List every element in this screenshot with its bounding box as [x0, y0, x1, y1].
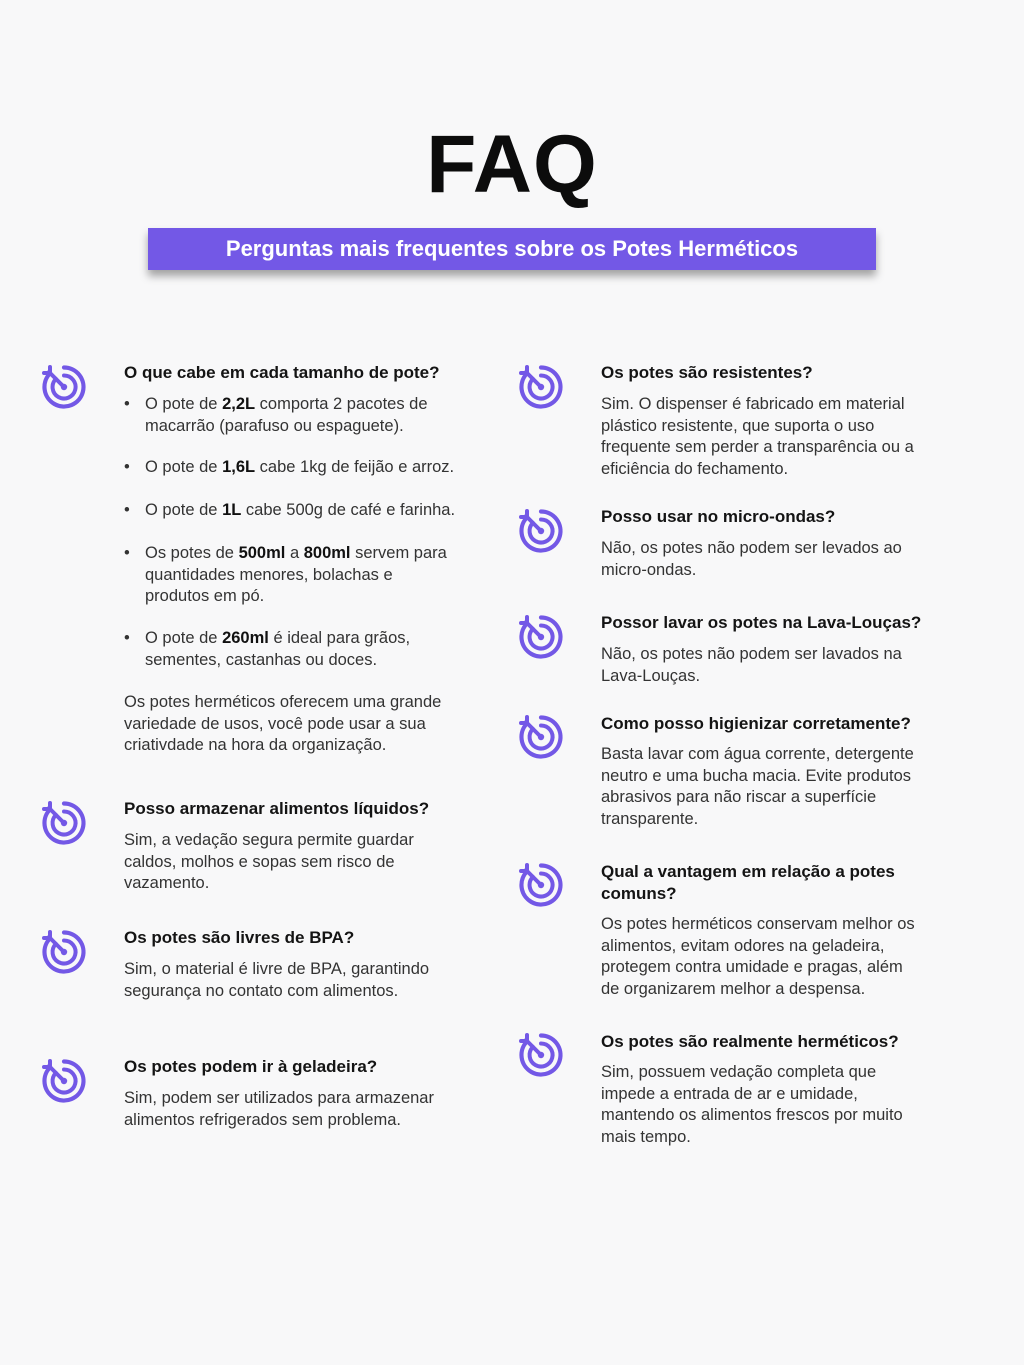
list-item: • O pote de 1,6L cabe 1kg de feijão e arroz. [124, 458, 455, 476]
faq-question: Posso armazenar alimentos líquidos? [124, 799, 430, 818]
faq-question: Os potes podem ir à geladeira? [124, 1057, 378, 1076]
subtitle-banner [148, 228, 876, 270]
target-icon [518, 614, 564, 660]
list-item: • O pote de 260ml é ideal para grãos, sementes, castanhas ou doces. [124, 629, 411, 669]
faq-answer: Os potes herméticos conservam melhor os alimentos, evitam odores na geladeira, protegem contra umidade e pragas, além de organizarem melhor a despensa. [601, 915, 915, 998]
target-icon [41, 800, 87, 846]
faq-question: O que cabe em cada tamanho de pote? [124, 363, 440, 382]
faq-answer: Basta lavar com água corrente, detergente neutro e uma bucha macia. Evite produtos abrasivos para não riscar a superfície transparente. [601, 745, 914, 828]
list-item: • O pote de 1L cabe 500g de café e farinha. [124, 501, 456, 519]
faq-question: Os potes são resistentes? [601, 363, 813, 382]
faq-answer: Não, os potes não podem ser lavados na Lava-Louças. [601, 645, 902, 685]
faq-answer: Não, os potes não podem ser levados ao micro-ondas. [601, 539, 902, 579]
target-icon [41, 364, 87, 410]
faq-answer: Sim, o material é livre de BPA, garantindo segurança no contato com alimentos. [124, 960, 430, 1000]
target-icon [518, 364, 564, 410]
target-icon [518, 862, 564, 908]
faq-question: Qual a vantagem em relação a potes comuns? [601, 862, 895, 903]
faq-question: Os potes são realmente herméticos? [601, 1032, 899, 1051]
list-item: • O pote de 2,2L comporta 2 pacotes de macarrão (parafuso ou espaguete). [124, 395, 428, 435]
target-icon [518, 714, 564, 760]
faq-note: Os potes herméticos oferecem uma grande variedade de usos, você pode usar a sua criativdade na hora da organização. [124, 693, 442, 754]
faq-question: Posso usar no micro-ondas? [601, 507, 836, 526]
faq-question: Como posso higienizar corretamente? [601, 714, 911, 733]
faq-question: Os potes são livres de BPA? [124, 928, 355, 947]
page-title: FAQ [426, 119, 598, 210]
target-icon [518, 508, 564, 554]
target-icon [41, 1058, 87, 1104]
subtitle-text: Perguntas mais frequentes sobre os Potes Herméticos [225, 236, 799, 261]
faq-answer: Sim, a vedação segura permite guardar caldos, molhos e sopas sem risco de vazamento. [124, 831, 414, 892]
faq-answer: Sim, possuem vedação completa que impede a entrada de ar e umidade, mantendo os alimentos frescos por muito mais tempo. [601, 1063, 903, 1146]
target-icon [41, 929, 87, 975]
target-icon [518, 1032, 564, 1078]
faq-question: Possor lavar os potes na Lava-Louças? [601, 613, 922, 632]
faq-answer: Sim. O dispenser é fabricado em material plástico resistente, que suporta o uso frequente sem perder a transparência ou a eficiência do fechamento. [601, 395, 914, 478]
faq-answer: Sim, podem ser utilizados para armazenar alimentos refrigerados sem problema. [124, 1089, 434, 1129]
list-item: • Os potes de 500ml a 800ml servem para quantidades menores, bolachas e produtos em pó. [124, 544, 447, 605]
